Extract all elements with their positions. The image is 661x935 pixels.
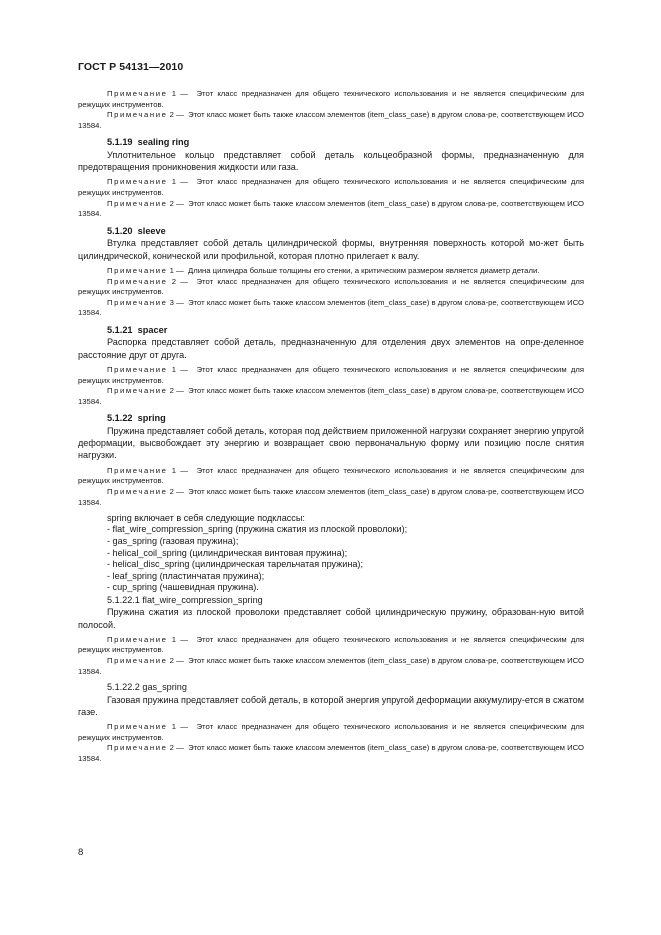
section-5-1-22: [78, 412, 584, 508]
section-body: Уплотнительное кольцо представляет собой деталь кольцеобразной формы, предназначенную для предотвращения проникновения жидкости или газа.: [78, 149, 584, 173]
note-label: Примечание: [107, 722, 168, 732]
subclass-block: [78, 512, 584, 594]
note-text: Этот класс предназначен для общего технического использования и не является специфическим для режущих инструментов.: [78, 89, 584, 109]
note-label: Примечание: [107, 486, 168, 496]
note-number: 2: [169, 743, 174, 753]
note-label: Примечание: [107, 198, 168, 208]
note: Примечание 1 — Этот класс предназначен для общего технического использования и не является специфическим для режущих инструментов.: [78, 465, 584, 486]
note-label: Примечание: [107, 634, 168, 644]
note-number: 1: [171, 365, 177, 374]
section-number: 5.1.22: [107, 413, 133, 424]
note: Примечание 2 — Этот класс может быть также классом элементов (item_class_case) в другом слова-ре, соответствующем ИСО 13584.: [78, 198, 584, 219]
document-body: [78, 89, 584, 765]
section-term: spring: [137, 413, 166, 424]
note-number: 1: [171, 89, 177, 98]
note-label: Примечание: [107, 386, 168, 396]
subclass-list: [78, 524, 584, 594]
section-heading: [78, 324, 584, 337]
list-item: - cup_spring (чашевидная пружина).: [107, 582, 259, 593]
list-item: - leaf_spring (пластинчатая пружина);: [107, 570, 265, 581]
subsection-5-1-22-2: [78, 681, 584, 764]
note-number: 1: [169, 265, 174, 275]
note-number: 3: [169, 297, 174, 307]
note-label: Примечание: [107, 177, 168, 187]
note-text: Этот класс может быть также классом элементов (item_class_case) в другом слова-ре, соответствующем ИСО 13584.: [78, 198, 584, 219]
note-text: Этот класс может быть также классом элементов (item_class_case) в другом слова-ре, соответствующем ИСО 13584.: [78, 743, 584, 763]
note-text: Этот класс может быть также классом элементов (item_class_case) в другом слова-ре, соответствующем ИСО 13584.: [78, 486, 584, 507]
note-number: 1: [171, 465, 177, 475]
note-text: Этот класс предназначен для общего технического использования и не является специфическим для режущих инструментов.: [78, 177, 584, 198]
section-5-1-20: [78, 225, 584, 319]
note-label: Примечание: [107, 297, 168, 307]
note-text: Этот класс может быть также классом элементов (item_class_case) в другом слова-ре, соответствующем ИСО 13584.: [78, 656, 584, 676]
list-item: - helical_coil_spring (цилиндрическая винтовая пружина);: [107, 547, 348, 558]
section-heading: [78, 412, 584, 425]
note-number: 2: [169, 656, 174, 666]
page-number: 8: [78, 847, 84, 858]
list-item: - gas_spring (газовая пружина);: [107, 536, 239, 547]
section-body: Пружина представляет собой деталь, которая под действием приложенной нагрузки сохраняет энергию упругой деформации, высвобождает эту энергию и возвращает свою первоначальную форму или позицию после снятия нагрузки.: [78, 425, 584, 461]
note-text: Длина цилиндра больше толщины его стенки, а критическим размером является диаметр детали.: [188, 265, 540, 275]
note-label: Примечание: [107, 265, 168, 275]
note-text: Этот класс предназначен для общего технического использования и не является специфическим для режущих инструментов.: [78, 465, 584, 486]
note-number: 1: [171, 634, 177, 644]
note: Примечание 1 — Этот класс предназначен для общего технического использования и не является специфическим для режущих инструментов.: [78, 634, 584, 655]
section-term: spacer: [137, 324, 168, 335]
note-label: Примечание: [107, 276, 168, 286]
note-label: Примечание: [107, 656, 168, 666]
list-item: - helical_disc_spring (цилиндрическая тарельчатая пружина);: [107, 559, 363, 570]
section-body: Распорка представляет собой деталь, предназначенную для отделения двух элементов на опре-деленное расстояние друг от друга.: [78, 337, 584, 360]
note-number: 1: [171, 722, 177, 732]
note: Примечание 1 — Этот класс предназначен для общего технического использования и не является специфическим для режущих инструментов.: [78, 177, 584, 198]
note-text: Этот класс может быть также классом элементов (item_class_case) в другом слова-ре, соответствующем ИСО 13584.: [78, 110, 584, 130]
note-text: Этот класс может быть также классом элементов (item_class_case) в другом слова-ре, соответствующем ИСО 13584.: [78, 297, 584, 318]
section-number: 5.1.20: [107, 225, 133, 236]
section-term: sleeve: [137, 225, 166, 236]
note: Примечание 3 — Этот класс может быть также классом элементов (item_class_case) в другом слова-ре, соответствующем ИСО 13584.: [78, 297, 584, 318]
note: Примечание 2 — Этот класс может быть также классом элементов (item_class_case) в другом слова-ре, соответствующем ИСО 13584.: [78, 110, 584, 130]
note-text: Этот класс может быть также классом элементов (item_class_case) в другом слова-ре, соответствующем ИСО 13584.: [78, 386, 584, 406]
note-text: Этот класс предназначен для общего технического использования и не является специфическим для режущих инструментов.: [78, 634, 584, 655]
note-label: Примечание: [107, 365, 168, 374]
section-body: Втулка представляет собой деталь цилиндрической формы, внутренняя поверхность которой мо-жет быть цилиндрической, конической или профильной, которая плотно прилегает к валу.: [78, 238, 584, 261]
note: Примечание 1 — Этот класс предназначен для общего технического использования и не является специфическим для режущих инструментов.: [78, 722, 584, 742]
section-term: sealing ring: [137, 137, 190, 148]
intro-notes: [78, 89, 584, 131]
note-label: Примечание: [107, 743, 168, 753]
note-text: Этот класс предназначен для общего технического использования и не является специфическим для режущих инструментов.: [78, 722, 584, 742]
note-number: 2: [169, 386, 174, 396]
note: Примечание 2 — Этот класс может быть также классом элементов (item_class_case) в другом слова-ре, соответствующем ИСО 13584.: [78, 743, 584, 763]
note-label: Примечание: [107, 110, 168, 120]
section-number: 5.1.19: [107, 137, 133, 148]
section-5-1-19: [78, 136, 584, 219]
note: Примечание 1 — Длина цилиндра больше толщины его стенки, а критическим размером является диаметр детали.: [107, 265, 540, 275]
note: Примечание 2 — Этот класс предназначен для общего технического использования и не является специфическим для режущих инструментов.: [78, 276, 584, 297]
note-number: 2: [169, 110, 174, 120]
note: Примечание 1 — Этот класс предназначен для общего технического использования и не является специфическим для режущих инструментов.: [78, 365, 584, 385]
subsection-body: Пружина сжатия из плоской проволоки представляет собой цилиндрическую пружину, образован-ную витой полосой.: [78, 607, 584, 630]
note-number: 2: [169, 198, 174, 208]
note: Примечание 2 — Этот класс может быть также классом элементов (item_class_case) в другом слова-ре, соответствующем ИСО 13584.: [78, 656, 584, 676]
list-item: - flat_wire_compression_spring (пружина сжатия из плоской проволоки);: [107, 524, 408, 535]
note: Примечание 1 — Этот класс предназначен для общего технического использования и не является специфическим для режущих инструментов.: [78, 89, 584, 109]
subsection-body: Газовая пружина представляет собой деталь, в которой энергия упругой деформации аккумулиру-ется в сжатом газе.: [78, 694, 584, 717]
subclass-intro: spring включает в себя следующие подклассы:: [107, 513, 305, 524]
subsection-heading: 5.1.22.1 flat_wire_compression_spring: [107, 595, 263, 605]
section-5-1-21: [78, 324, 584, 407]
note-label: Примечание: [107, 465, 168, 475]
note-number: 2: [169, 486, 174, 496]
note-text: Этот класс предназначен для общего технического использования и не является специфическим для режущих инструментов.: [78, 276, 584, 297]
subsection-5-1-22-1: [78, 594, 584, 677]
subsection-heading: 5.1.22.2 gas_spring: [107, 682, 187, 693]
document-header: ГОСТ Р 54131—2010: [78, 61, 184, 73]
note-number: 2: [171, 276, 177, 286]
note: Примечание 2 — Этот класс может быть также классом элементов (item_class_case) в другом слова-ре, соответствующем ИСО 13584.: [78, 386, 584, 406]
section-number: 5.1.21: [107, 324, 133, 335]
section-heading: [78, 136, 584, 149]
note-text: Этот класс предназначен для общего технического использования и не является специфическим для режущих инструментов.: [78, 365, 584, 385]
note: Примечание 2 — Этот класс может быть также классом элементов (item_class_case) в другом слова-ре, соответствующем ИСО 13584.: [78, 486, 584, 507]
note-number: 1: [171, 177, 177, 187]
note-label: Примечание: [107, 89, 168, 98]
section-heading: [78, 225, 584, 238]
